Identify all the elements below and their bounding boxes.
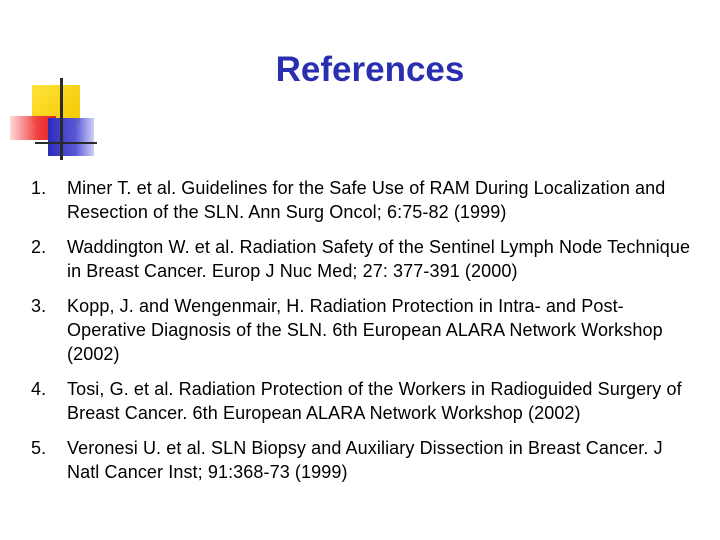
slide-logo-decoration [0,0,110,170]
reference-number: 2. [31,237,47,257]
logo-horizontal-line [35,142,97,144]
reference-text: Kopp, J. and Wengenmair, H. Radiation Protection in Intra- and Post-Operative Diagnosis of the SLN. 6th European ALARA Network Workshop (2002) [67,296,663,364]
reference-number: 5. [31,438,47,458]
reference-number: 3. [31,296,47,316]
reference-number: 4. [31,379,47,399]
reference-text: Tosi, G. et al. Radiation Protection of the Workers in Radioguided Surgery of Breast Cancer. 6th European ALARA Network Workshop (2002) [67,379,682,423]
logo-blue-square [48,118,94,156]
reference-text: Veronesi U. et al. SLN Biopsy and Auxiliary Dissection in Breast Cancer. J Natl Cancer Inst; 91:368-73 (1999) [67,438,663,482]
reference-item-5 [0,436,700,484]
logo-vertical-line [60,78,63,160]
reference-item-3 [0,294,700,366]
reference-item-1 [0,176,700,224]
reference-item-2 [0,235,700,283]
reference-number: 1. [31,178,47,198]
reference-text: Miner T. et al. Guidelines for the Safe Use of RAM During Localization and Resection of the SLN. Ann Surg Oncol; 6:75-82 (1999) [67,178,666,222]
reference-item-4 [0,377,700,425]
slide-title: References [275,50,465,89]
reference-list [0,176,700,495]
reference-text: Waddington W. et al. Radiation Safety of the Sentinel Lymph Node Technique in Breast Cancer. Europ J Nuc Med; 27: 377-391 (2000) [67,237,691,281]
